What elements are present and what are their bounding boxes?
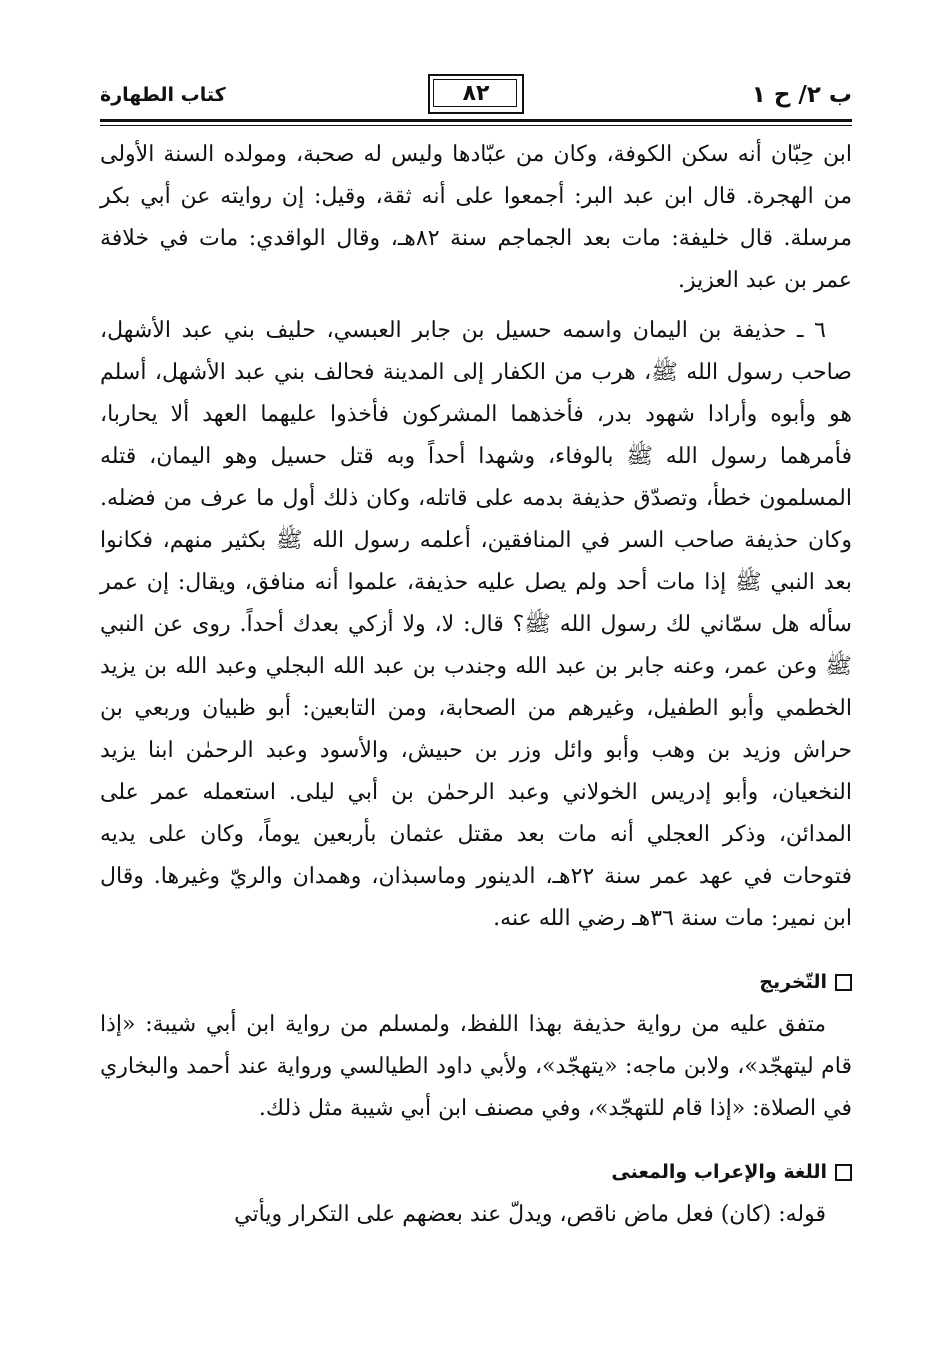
square-bullet-icon <box>835 974 852 991</box>
book-title: كتاب الطهارة <box>100 84 226 106</box>
chapter-reference: ب ٢/ ح ١ <box>751 82 852 108</box>
section-takhrij-title: التّخريج <box>759 971 827 993</box>
header-rule-thick <box>100 119 852 122</box>
paragraph-takhrij: متفق عليه من رواية حذيفة بهذا اللفظ، ولمسلم من رواية ابن أبي شيبة: «إذا قام ليتهجّد»، ولابن ماجه: «يتهجّد»، ولأبي داود الطيالسي ورواية عند أحمد والبخاري في الصلاة: «إذا قام للتهجّد»، وفي مصنف ابن أبي شيبة مثل ذلك. <box>100 1012 852 1121</box>
paragraph-language-start: قوله: (كان) فعل ماض ناقص، ويدلّ عند بعضهم على التكرار ويأتي <box>234 1202 826 1227</box>
page-header <box>100 70 852 118</box>
page-number: ٨٢ <box>462 81 490 106</box>
page-number-frame <box>428 74 524 114</box>
section-language-heading <box>100 1152 852 1192</box>
paragraph-biography-continued: ابن حِبّان أنه سكن الكوفة، وكان من عبّادها وليس له صحبة، ومولده السنة الأولى من الهجرة. قال ابن عبد البر: أجمعوا على أنه ثقة، وقيل: إن روايته عن أبي بكر مرسلة. قال خليفة: مات بعد الجماجم سنة ٨٢هـ، وقال الواقدي: مات في خلافة عمر بن عبد العزيز. <box>100 142 852 293</box>
paragraph-hudhayfa-biography: ٦ ـ حذيفة بن اليمان واسمه حسيل بن جابر العبسي، حليف بني عبد الأشهل، صاحب رسول الله ﷺ، هرب من الكفار إلى المدينة فحالف بني عبد الأشهل، أسلم هو وأبوه وأرادا شهود بدر، فأخذهما المشركون فأخذوا عليهما العهد ألا يحاربا، فأمرهما رسول الله ﷺ بالوفاء، وشهدا أحداً وبه قتل حسيل وهو اليمان، قتله المسلمون خطأ، وتصدّق حذيفة بدمه على قاتله، وكان ذلك أول ما عرف من فضله. وكان حذيفة صاحب السر في المنافقين، أعلمه رسول الله ﷺ بكثير منهم، فكانوا بعد النبي ﷺ إذا مات أحد ولم يصل عليه حذيفة، علموا أنه منافق، ويقال: إن عمر سأله هل سمّاني لك رسول الله ﷺ؟ قال: لا، ولا أزكي بعدك أحداً. روى عن النبي ﷺ وعن عمر، وعنه جابر بن عبد الله وجندب بن عبد الله البجلي وعبد الله بن يزيد الخطمي وأبو الطفيل، وغيرهم من الصحابة، ومن التابعين: أبو ظبيان وربعي بن حراش وزيد بن وهب وأبو وائل وزر بن حبيش، والأسود وعبد الرحمٰن ابنا يزيد النخعيان، وأبو إدريس الخولاني وعبد الرحمٰن بن أبي ليلى. استعمله عمر على المدائن، وذكر العجلي أنه مات بعد مقتل عثمان بأربعين يوماً، وكان على يديه فتوحات في عهد عمر سنة ٢٢هـ، الدينور وماسبذان، وهمدان والريّ وغيرها. وقال ابن نمير: مات سنة ٣٦هـ رضي الله عنه. <box>100 318 852 931</box>
square-bullet-icon <box>835 1164 852 1181</box>
section-takhrij-heading <box>100 962 852 1002</box>
section-language-title: اللغة والإعراب والمعنى <box>611 1161 827 1183</box>
page-body <box>100 134 852 1236</box>
header-rule-thin <box>100 125 852 126</box>
